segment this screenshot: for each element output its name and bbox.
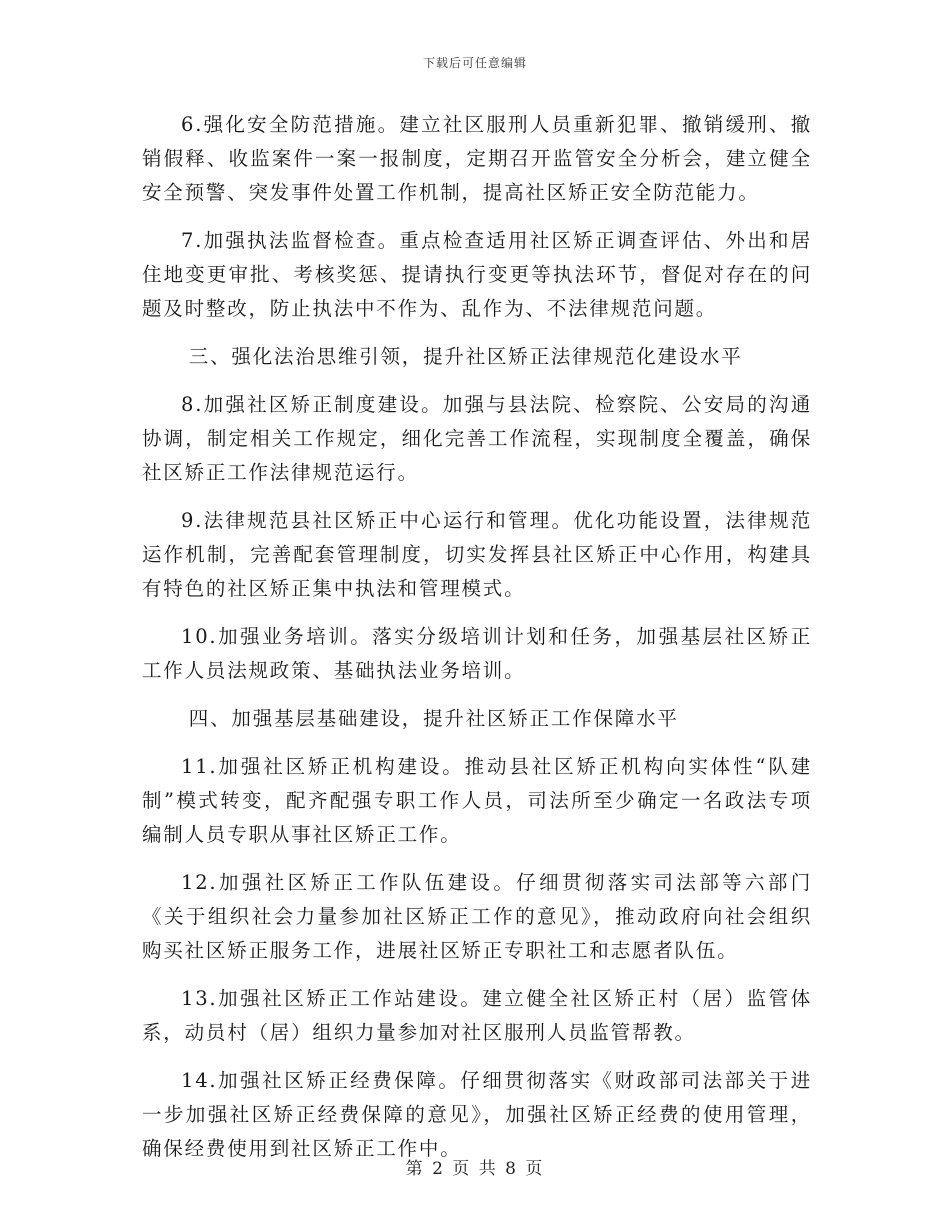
section-heading-4: 四、加强基层基础建设，提升社区矫正工作保障水平 (188, 707, 679, 730)
paragraph-item-12: 12.加强社区矫正工作队伍建设。仔细贯彻落实司法部等六部门《关于组织社会力量参加社区矫正工作的意见》，推动政府向社会组织购买社区矫正服务工作，进展社区矫正专职社工和志愿者队伍。 (142, 871, 812, 962)
section-heading-3: 三、强化法治思维引领，提升社区矫正法律规范化建设水平 (188, 345, 743, 368)
paragraph-item-7: 7.加强执法监督检查。重点检查适用社区矫正调查评估、外出和居住地变更审批、考核奖惩、提请执行变更等执法环节，督促对存在的问题及时整改，防止执法中不作为、乱作为、不法律规范问题。 (142, 229, 812, 320)
paragraph-item-11: 11.加强社区矫正机构建设。推动县社区矫正机构向实体性“队建制”模式转变，配齐配强专职工作人员，司法所至少确定一名政法专项编制人员专职从事社区矫正工作。 (142, 755, 812, 846)
paragraph-item-10: 10.加强业务培训。落实分级培训计划和任务，加强基层社区矫正工作人员法规政策、基础执法业务培训。 (142, 625, 812, 682)
paragraph-item-9: 9.法律规范县社区矫正中心运行和管理。优化功能设置，法律规范运作机制，完善配套管理制度，切实发挥县社区矫正中心作用，构建具有特色的社区矫正集中执法和管理模式。 (142, 509, 812, 600)
document-body (142, 108, 812, 1180)
page-footer: 第 2 页 共 8 页 (405, 1159, 545, 1179)
paragraph-item-8: 8.加强社区矫正制度建设。加强与县法院、检察院、公安局的沟通协调，制定相关工作规定，细化完善工作流程，实现制度全覆盖，确保社区矫正工作法律规范运行。 (142, 393, 812, 484)
page-header: 下载后可任意编辑 (422, 56, 527, 70)
paragraph-item-6: 6.强化安全防范措施。建立社区服刑人员重新犯罪、撤销缓刑、撤销假释、收监案件一案一报制度，定期召开监管安全分析会，建立健全安全预警、突发事件处置工作机制，提高社区矫正安全防范能力。 (142, 113, 812, 204)
paragraph-item-13: 13.加强社区矫正工作站建设。建立健全社区矫正村（居）监管体系，动员村（居）组织力量参加对社区服刑人员监管帮教。 (142, 987, 812, 1044)
paragraph-item-14: 14.加强社区矫正经费保障。仔细贯彻落实《财政部司法部关于进一步加强社区矫正经费保障的意见》，加强社区矫正经费的使用管理，确保经费使用到社区矫正工作中。 (142, 1069, 812, 1160)
